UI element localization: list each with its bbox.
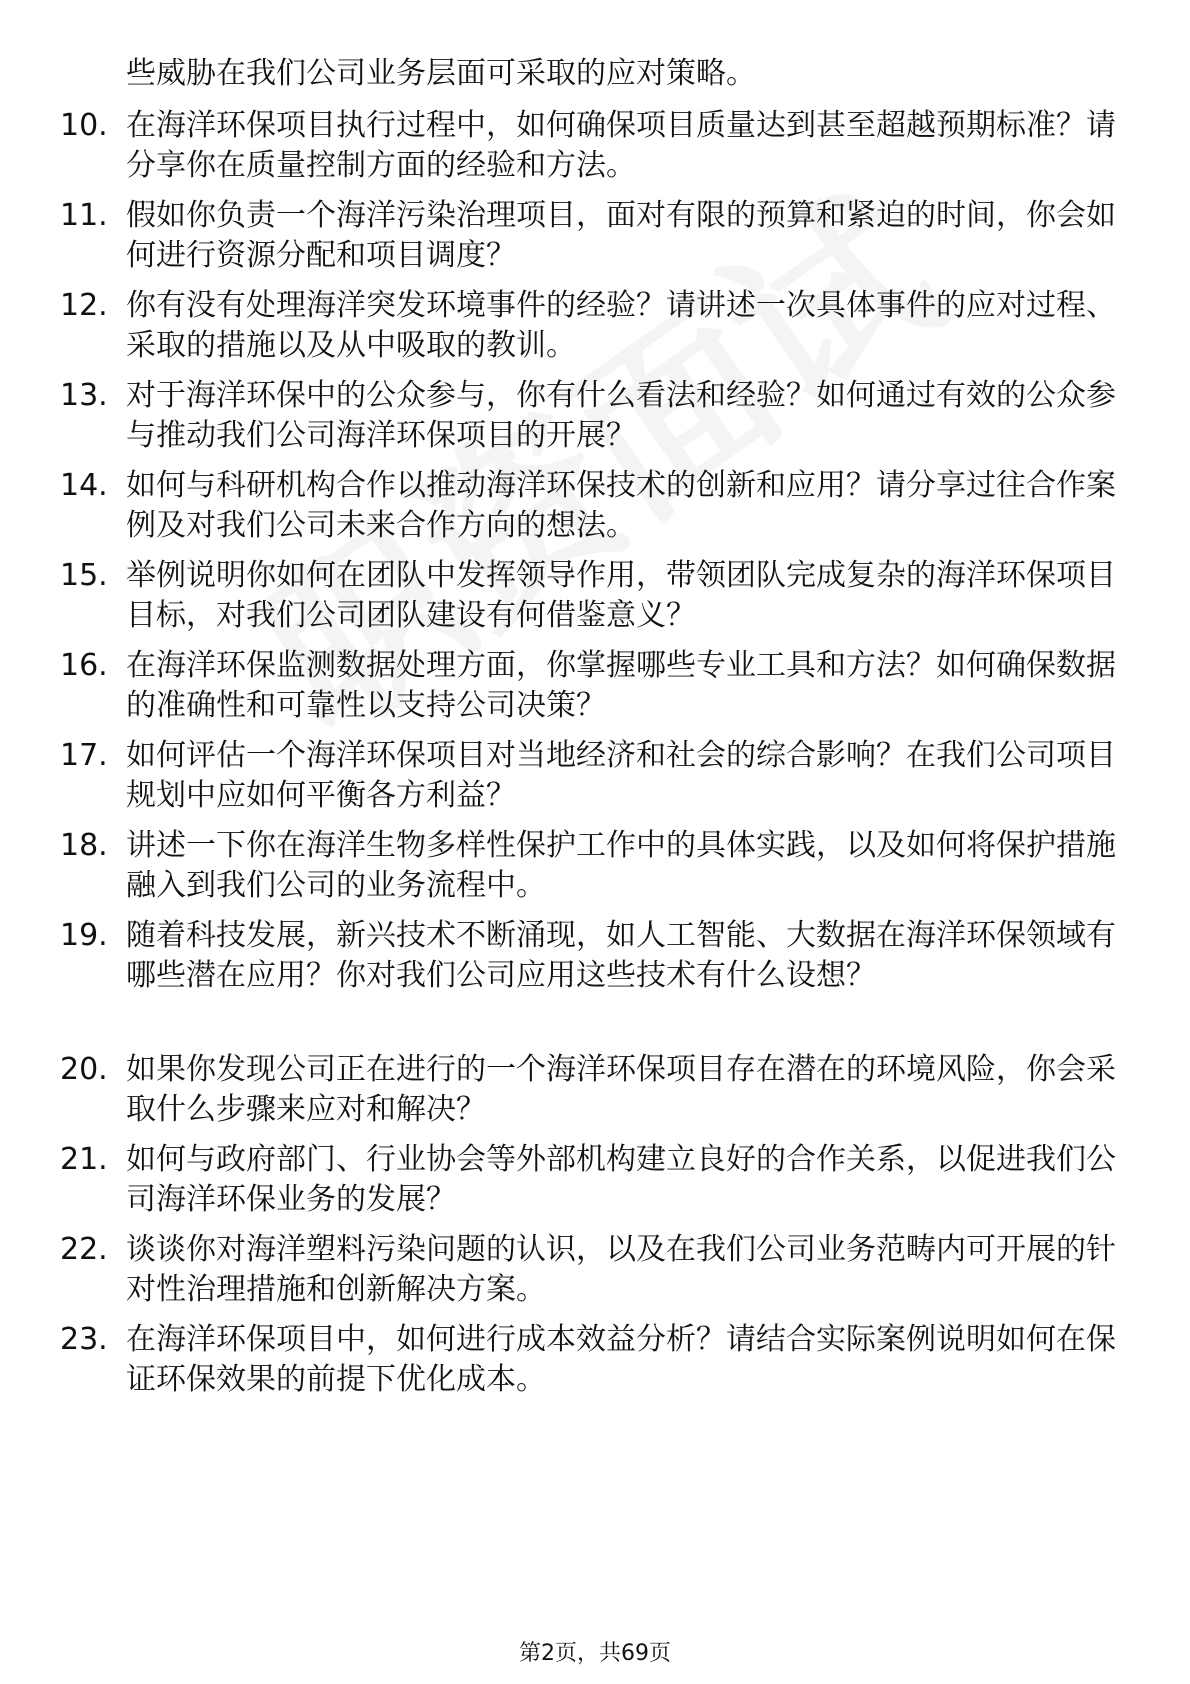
item-number: 14.: [60, 468, 108, 503]
item-number: 12.: [60, 288, 108, 323]
continuation-text: 些威胁在我们公司业务层面可采取的应对策略。: [126, 56, 756, 91]
item-text: 如何与政府部门、行业协会等外部机构建立良好的合作关系，以促进我们公司海洋环保业务的发展？: [126, 1142, 1116, 1217]
item-text: 谈谈你对海洋塑料污染问题的认识，以及在我们公司业务范畴内可开展的针对性治理措施和创新解决方案。: [126, 1232, 1116, 1307]
item-text: 在海洋环保项目中，如何进行成本效益分析？请结合实际案例说明如何在保证环保效果的前提下优化成本。: [126, 1322, 1116, 1397]
item-text: 在海洋环保项目执行过程中，如何确保项目质量达到甚至超越预期标准？请分享你在质量控制方面的经验和方法。: [126, 108, 1116, 183]
item-number: 20.: [60, 1052, 108, 1087]
item-number: 23.: [60, 1322, 108, 1357]
item-text: 你有没有处理海洋突发环境事件的经验？请讲述一次具体事件的应对过程、采取的措施以及从中吸取的教训。: [126, 288, 1116, 363]
item-number: 16.: [60, 648, 108, 683]
item-number: 10.: [60, 108, 108, 143]
item-number: 22.: [60, 1232, 108, 1267]
item-number: 19.: [60, 918, 108, 953]
item-number: 18.: [60, 828, 108, 863]
item-text: 如果你发现公司正在进行的一个海洋环保项目存在潜在的环境风险，你会采取什么步骤来应对和解决？: [126, 1052, 1116, 1127]
item-text: 讲述一下你在海洋生物多样性保护工作中的具体实践，以及如何将保护措施融入到我们公司的业务流程中。: [126, 828, 1116, 903]
item-number: 15.: [60, 558, 108, 593]
page-footer: 第2页，共69页: [519, 1641, 671, 1666]
item-text: 如何评估一个海洋环保项目对当地经济和社会的综合影响？在我们公司项目规划中应如何平衡各方利益？: [126, 738, 1116, 813]
item-text: 对于海洋环保中的公众参与，你有什么看法和经验？如何通过有效的公众参与推动我们公司海洋环保项目的开展？: [126, 378, 1116, 453]
item-text: 举例说明你如何在团队中发挥领导作用，带领团队完成复杂的海洋环保项目目标，对我们公司团队建设有何借鉴意义？: [126, 558, 1116, 633]
item-number: 13.: [60, 378, 108, 413]
item-number: 11.: [60, 198, 108, 233]
item-number: 21.: [60, 1142, 108, 1177]
item-text: 在海洋环保监测数据处理方面，你掌握哪些专业工具和方法？如何确保数据的准确性和可靠性以支持公司决策？: [126, 648, 1116, 723]
item-text: 如何与科研机构合作以推动海洋环保技术的创新和应用？请分享过往合作案例及对我们公司未来合作方向的想法。: [126, 468, 1116, 543]
item-text: 随着科技发展，新兴技术不断涌现，如人工智能、大数据在海洋环保领域有哪些潜在应用？你对我们公司应用这些技术有什么设想？: [126, 918, 1116, 993]
item-number: 17.: [60, 738, 108, 773]
item-text: 假如你负责一个海洋污染治理项目，面对有限的预算和紧迫的时间，你会如何进行资源分配和项目调度？: [126, 198, 1116, 273]
